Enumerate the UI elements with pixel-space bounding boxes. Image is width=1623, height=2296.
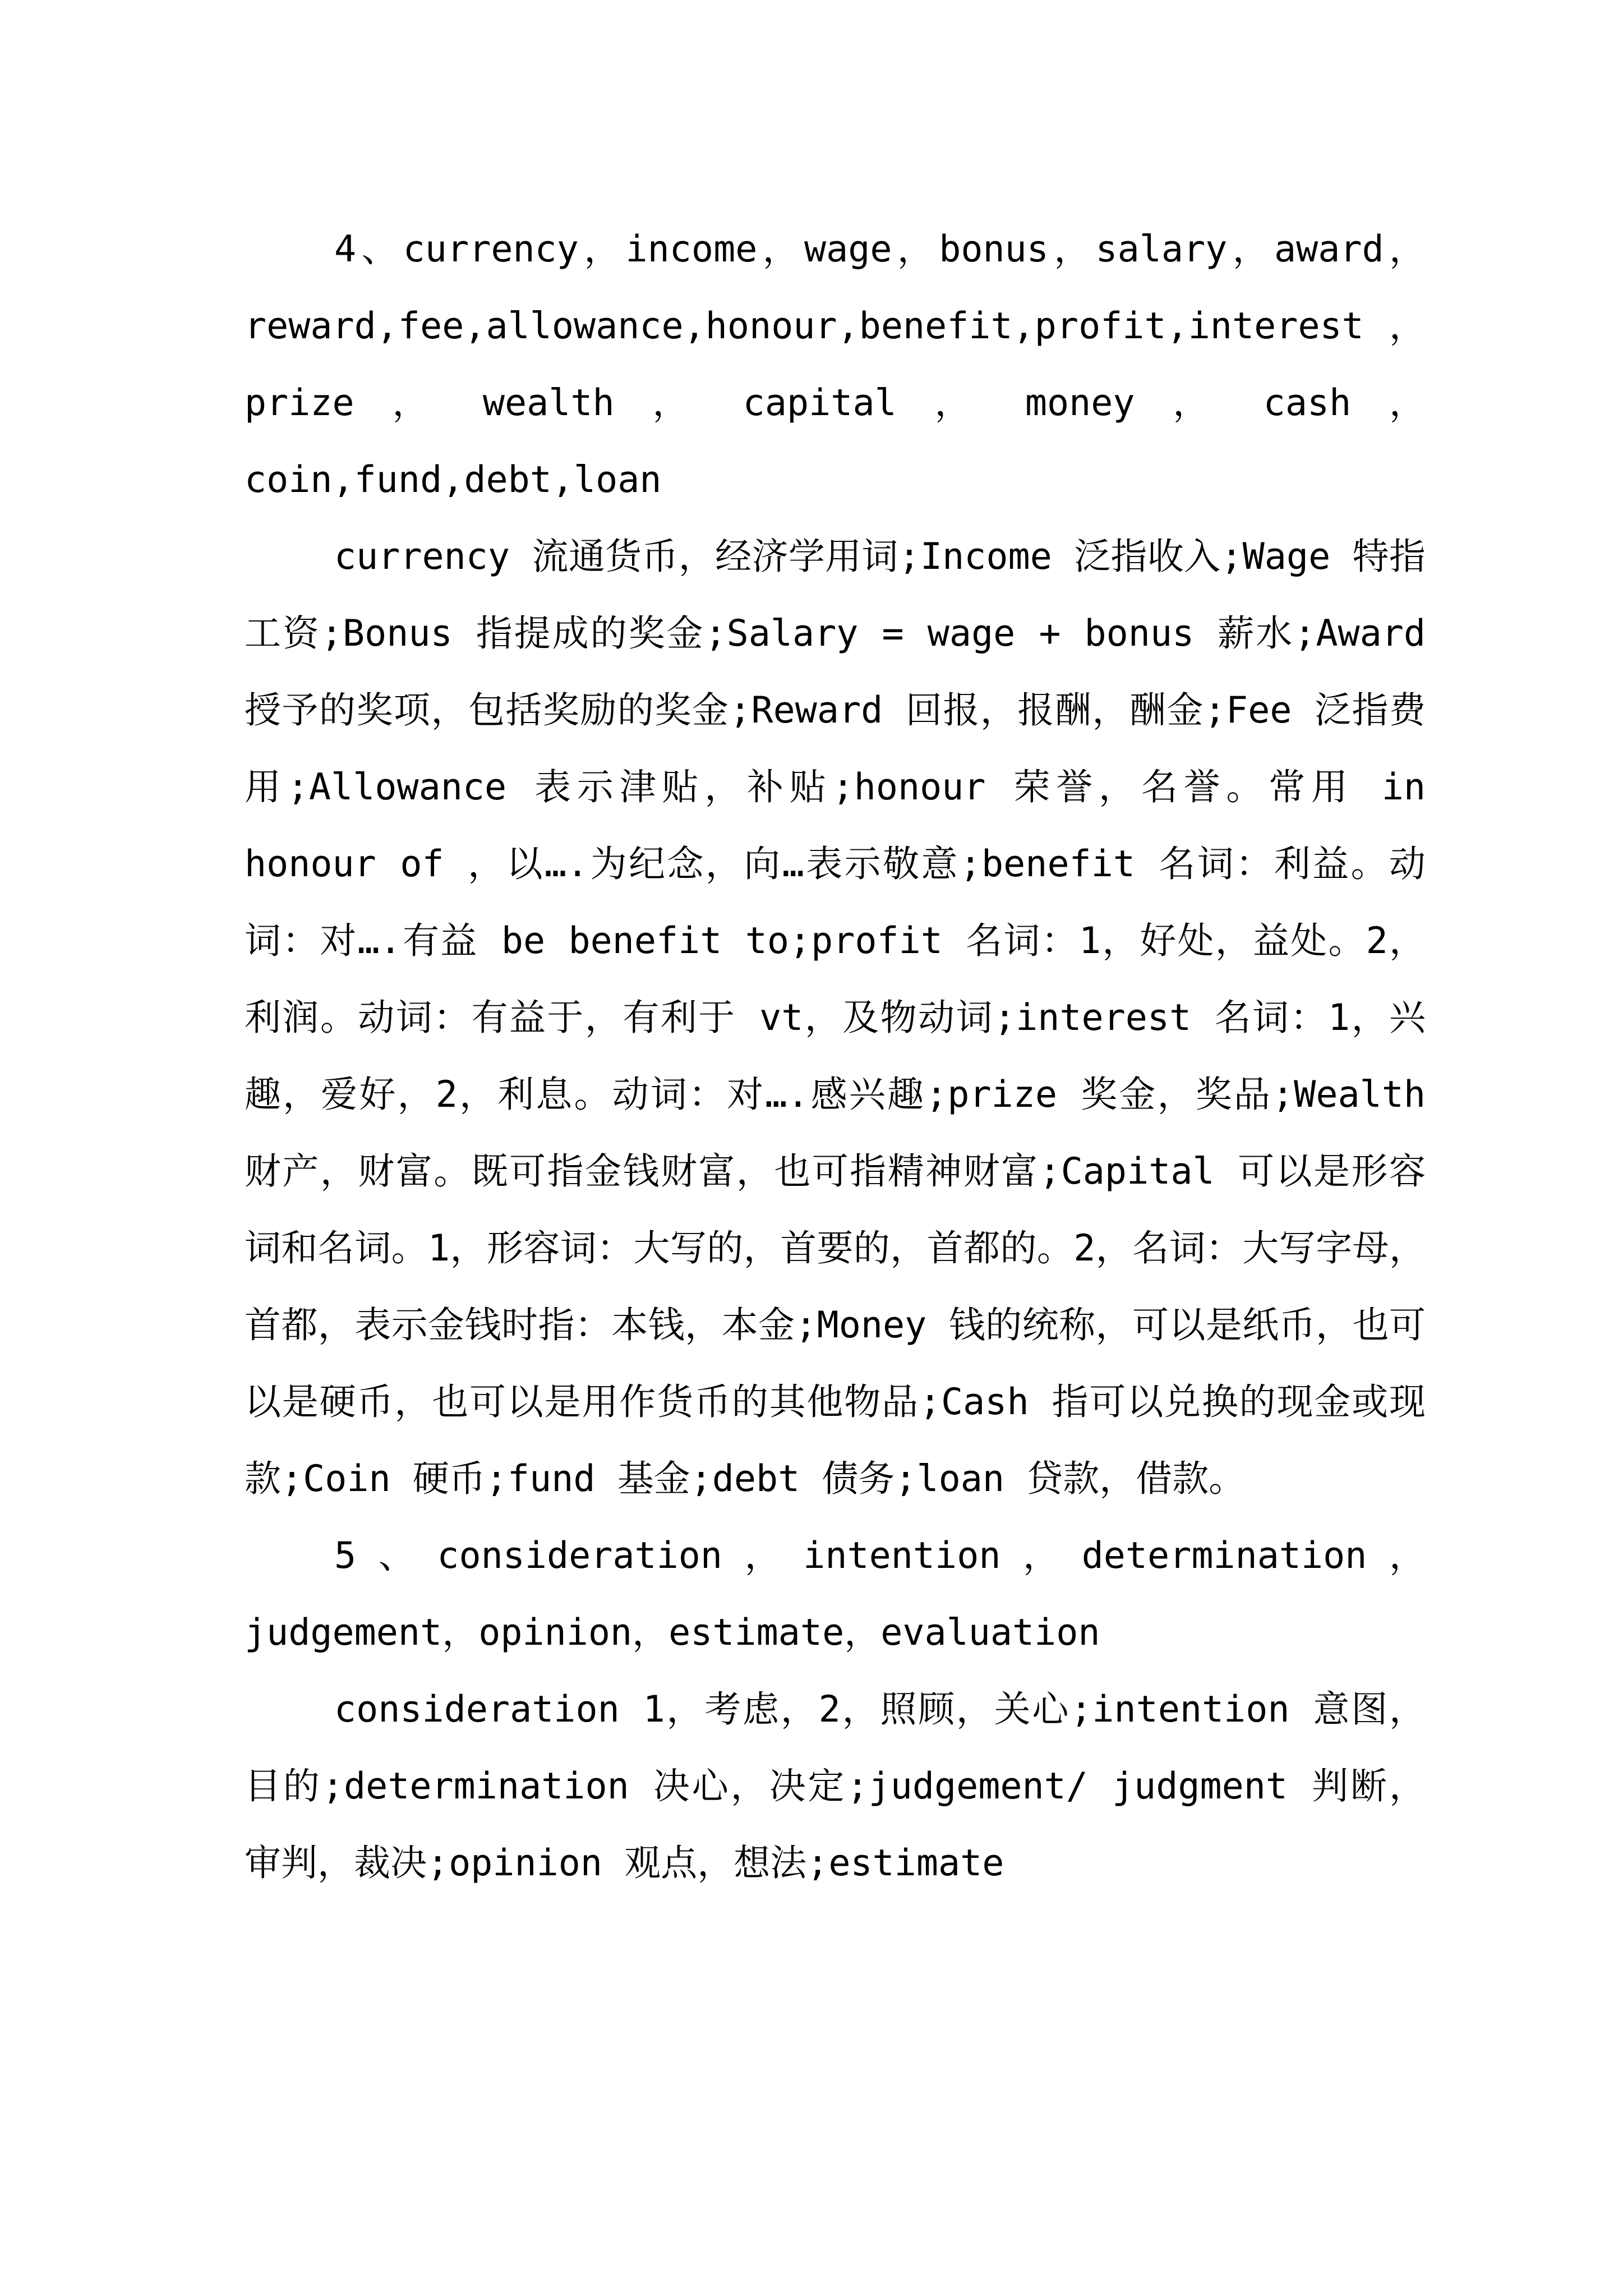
paragraph-item-5-heading: 5、consideration，intention，determination，judgement，opinion，estimate，evaluation (245, 1535, 1426, 1654)
document-body (245, 211, 1426, 1902)
paragraph-item-5-explanation: consideration 1，考虑，2，照顾，关心;intention 意图，目的;determination 决心，决定;judgement/ judgment 判断，审判，裁决;opinion 观点，想法;estimate (245, 1688, 1426, 1884)
paragraph-item-4-heading: 4、currency，income，wage，bonus，salary，award，reward,fee,allowance,honour,benefit,profit,interest，prize ， wealth ， capital ， money ， cash ， coin,fund,debt,loan (245, 228, 1426, 501)
paragraph-item-4-explanation: currency 流通货币，经济学用词;Income 泛指收入;Wage 特指工资;Bonus 指提成的奖金;Salary = wage + bonus 薪水;Award 授予的奖项，包括奖励的奖金;Reward 回报，报酬，酬金;Fee 泛指费用;Allowance 表示津贴，补贴;honour 荣誉，名誉。常用 in honour of ，以….为纪念，向…表示敬意;benefit 名词：利益。动词：对….有益 be benefit to;profit 名词：1，好处，益处。2，利润。动词：有益于，有利于 vt，及物动词;interest 名词：1，兴趣，爱好，2，利息。动词：对….感兴趣;prize 奖金，奖品;Wealth 财产，财富。既可指金钱财富，也可指精神财富;Capital 可以是形容词和名词。1，形容词：大写的，首要的，首都的。2，名词：大写字母，首都，表示金钱时指：本钱，本金;Money 钱的统称，可以是纸币，也可以是硬币，也可以是用作货币的其他物品;Cash 指可以兑换的现金或现款;Coin 硬币;fund 基金;debt 债务;loan 贷款，借款。 (245, 536, 1426, 1500)
